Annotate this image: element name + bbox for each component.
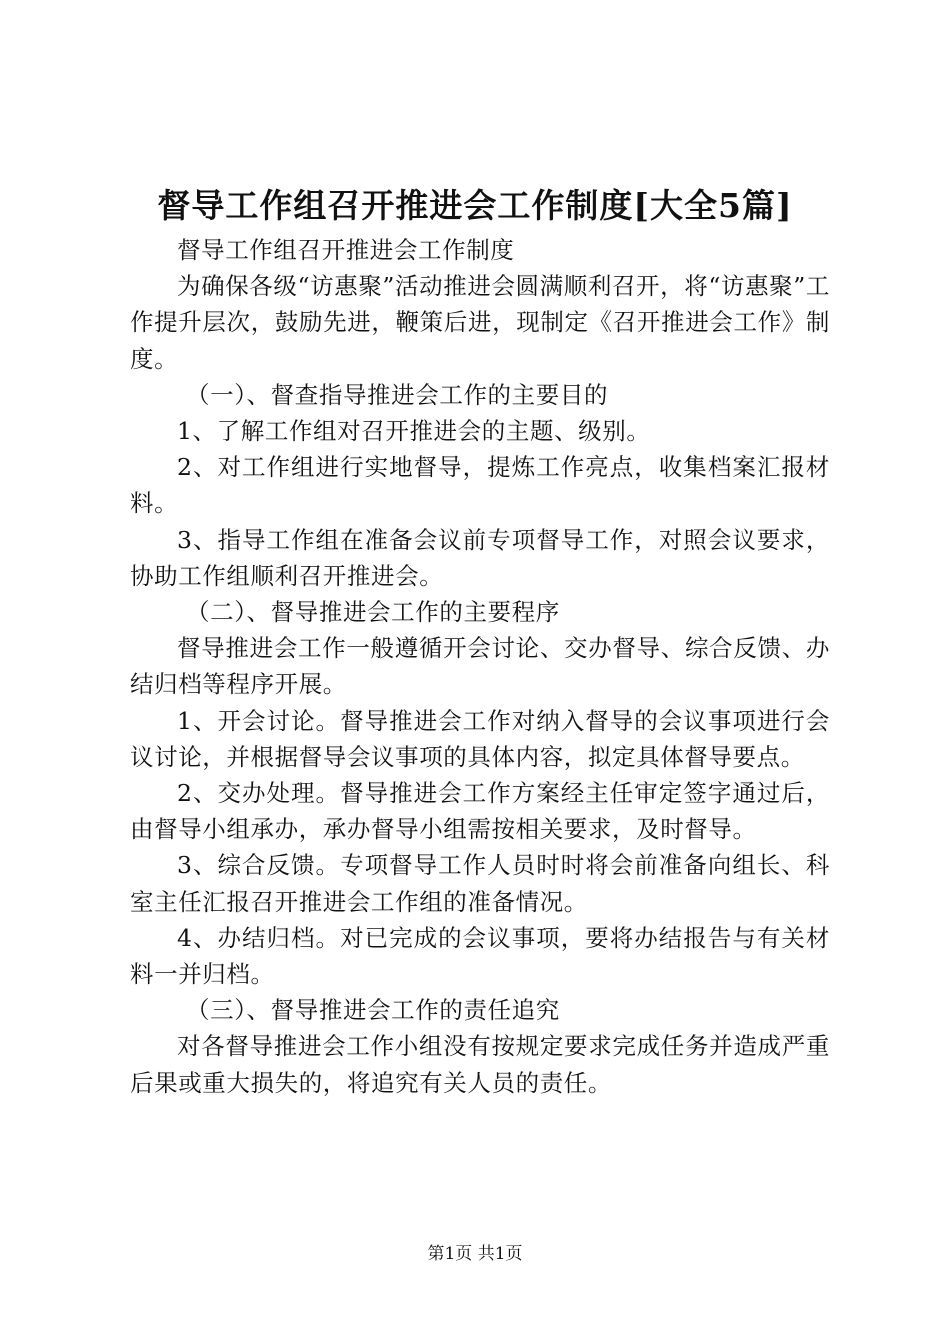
- document-title: 督导工作组召开推进会工作制度[大全5篇]: [157, 186, 793, 225]
- list-item: 3、综合反馈。专项督导工作人员时时将会前准备向组长、科室主任汇报召开推进会工作组的准备情况。: [130, 851, 830, 916]
- list-item: 2、对工作组进行实地督导，提炼工作亮点，收集档案汇报材料。: [130, 453, 830, 518]
- list-item: 1、开会讨论。督导推进会工作对纳入督导的会议事项进行会议讨论，并根据督导会议事项的具体内容，拟定具体督导要点。: [130, 706, 830, 771]
- section-paragraph: 督导推进会工作一般遵循开会讨论、交办督导、综合反馈、办结归档等程序开展。: [130, 634, 830, 699]
- list-item: 3、指导工作组在准备会议前专项督导工作，对照会议要求，协助工作组顺利召开推进会。: [130, 525, 830, 590]
- page-number-footer: 第1页 共1页: [427, 1244, 523, 1264]
- intro-paragraph: 为确保各级“访惠聚”活动推进会圆满顺利召开，将“访惠聚”工作提升层次，鼓励先进，鞭策后进，现制定《召开推进会工作》制度。: [130, 272, 830, 373]
- list-item: 1、了解工作组对召开推进会的主题、级别。: [177, 417, 651, 446]
- list-item: 4、办结归档。对已完成的会议事项，要将办结报告与有关材料一并归档。: [130, 923, 830, 989]
- document-body: [130, 232, 830, 1101]
- doc-subtitle: 督导工作组召开推进会工作制度: [177, 236, 515, 264]
- section-heading-1: （一）、督查指导推进会工作的主要目的: [186, 380, 609, 409]
- list-item: 2、交办处理。督导推进会工作方案经主任审定签字通过后，由督导小组承办，承办督导小组需按相关要求，及时督导。: [130, 779, 830, 844]
- section-heading-3: （三）、督导推进会工作的责任追究: [186, 996, 560, 1025]
- section-paragraph: 对各督导推进会工作小组没有按规定要求完成任务并造成严重后果或重大损失的，将追究有关人员的责任。: [130, 1032, 830, 1097]
- section-heading-2: （二）、督导推进会工作的主要程序: [186, 598, 560, 627]
